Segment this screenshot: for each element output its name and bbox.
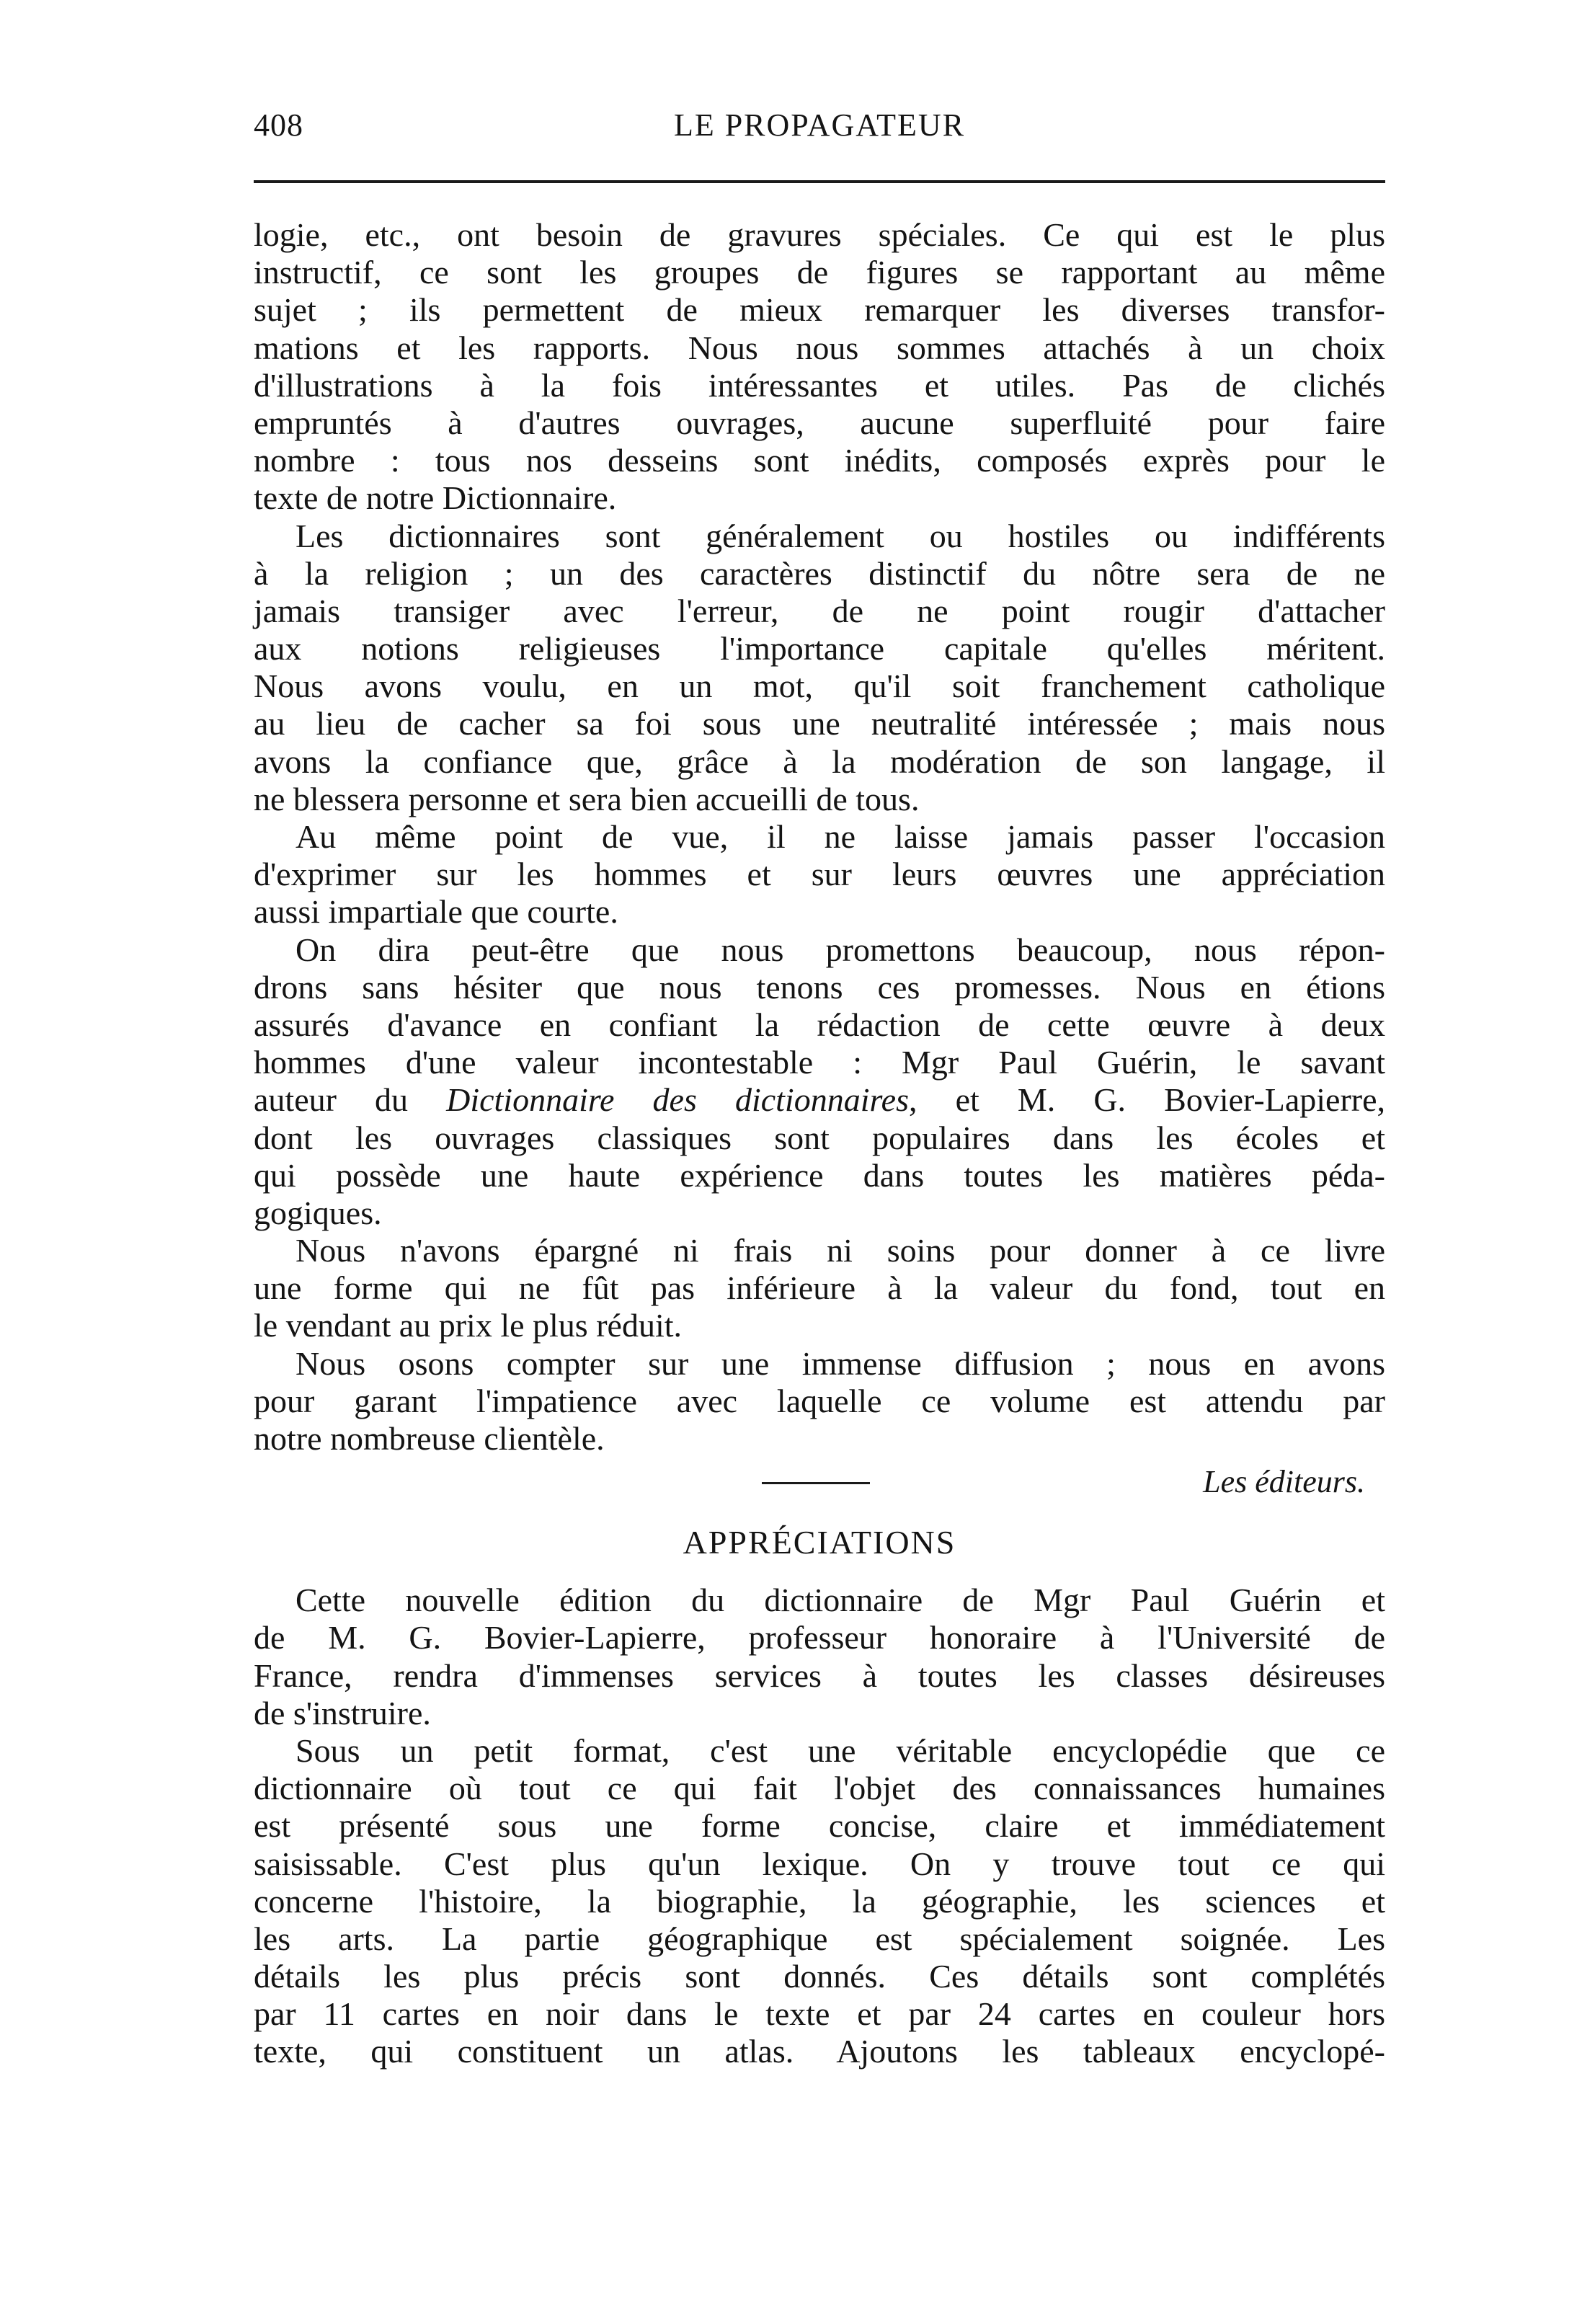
text-line: est présenté sous une forme concise, claire et immédiatement — [254, 1807, 1385, 1845]
text-line: une forme qui ne fût pas inférieure à la valeur du fond, tout en — [254, 1269, 1385, 1307]
signature: Les éditeurs. — [1203, 1464, 1365, 1500]
text-line: gogiques. — [254, 1194, 382, 1231]
text-line: Cette nouvelle édition du dictionnaire de Mgr Paul Guérin et — [295, 1582, 1385, 1619]
text-line: concerne l'histoire, la biographie, la géographie, les sciences et — [254, 1882, 1385, 1920]
text-line: sujet ; ils permettent de mieux remarquer les diverses transfor- — [254, 291, 1385, 329]
text-line: Nous n'avons épargné ni frais ni soins pour donner à ce livre — [295, 1232, 1385, 1269]
text-line: qui possède une haute expérience dans toutes les matières péda- — [254, 1156, 1385, 1194]
text-line: France, rendra d'immenses services à toutes les classes désireuses — [254, 1656, 1385, 1694]
text-line: jamais transiger avec l'erreur, de ne point rougir d'attacher — [254, 592, 1385, 629]
text-line: dictionnaire où tout ce qui fait l'objet des connaissances humaines — [254, 1770, 1385, 1807]
text-line: à la religion ; un des caractères distinctif du nôtre sera de ne — [254, 554, 1385, 592]
text-line: Nous avons voulu, en un mot, qu'il soit franchement catholique — [254, 668, 1385, 705]
section-heading: APPRÉCIATIONS — [683, 1524, 956, 1561]
text-line: drons sans hésiter que nous tenons ces promesses. Nous en étions — [254, 968, 1385, 1006]
text-line-with-title — [254, 1081, 1385, 1119]
text-line: nombre : tous nos desseins sont inédits, composés exprès pour le — [254, 442, 1385, 479]
text-line: texte de notre Dictionnaire. — [254, 479, 617, 517]
text-line: pour garant l'impatience avec laquelle ce volume est attendu par — [254, 1382, 1385, 1419]
text-line: logie, etc., ont besoin de gravures spéciales. Ce qui est le plus — [254, 216, 1385, 253]
running-head — [254, 101, 1385, 151]
separator-dash — [762, 1482, 870, 1484]
journal-title: LE PROPAGATEUR — [673, 107, 966, 143]
text-line: saisissable. C'est plus qu'un lexique. On y trouve tout ce qui — [254, 1845, 1385, 1882]
page-number: 408 — [254, 107, 303, 143]
text-line: par 11 cartes en noir dans le texte et par 24 cartes en couleur hors — [254, 1995, 1385, 2033]
text-line: notre nombreuse clientèle. — [254, 1420, 605, 1457]
text-line: instructif, ce sont les groupes de figures se rapportant au même — [254, 254, 1385, 291]
page — [254, 101, 1385, 2070]
text-line: Nous osons compter sur une immense diffusion ; nous en avons — [295, 1344, 1385, 1382]
text-fragment: , et M. G. Bovier-Lapierre, — [909, 1081, 1385, 1119]
text-line: avons la confiance que, grâce à la modération de son langage, il — [254, 742, 1385, 780]
body-text — [254, 216, 1385, 2071]
book-title: Dictionnaire des dictionnaires — [446, 1081, 909, 1119]
text-line: Au même point de vue, il ne laisse jamais passer l'occasion — [295, 818, 1385, 855]
text-line: empruntés à d'autres ouvrages, aucune superfluité pour faire — [254, 404, 1385, 441]
text-line: texte, qui constituent un atlas. Ajoutons les tableaux encyclopé- — [254, 2033, 1385, 2070]
text-line: au lieu de cacher sa foi sous une neutralité intéressée ; mais nous — [254, 705, 1385, 742]
text-line: le vendant au prix le plus réduit. — [254, 1307, 683, 1344]
text-line: ne blessera personne et sera bien accueilli de tous. — [254, 780, 920, 817]
header-rule — [254, 180, 1385, 183]
text-line: assurés d'avance en confiant la rédaction de cette œuvre à deux — [254, 1006, 1385, 1043]
text-line: d'exprimer sur les hommes et sur leurs œuvres une appréciation — [254, 856, 1385, 893]
text-line: aussi impartiale que courte. — [254, 893, 618, 931]
text-line: hommes d'une valeur incontestable : Mgr Paul Guérin, le savant — [254, 1044, 1385, 1081]
text-line: dont les ouvrages classiques sont populaires dans les écoles et — [254, 1119, 1385, 1156]
text-line: Sous un petit format, c'est une véritable encyclopédie que ce — [295, 1731, 1385, 1769]
text-fragment: auteur du — [254, 1081, 409, 1119]
text-line: aux notions religieuses l'importance capitale qu'elles méritent. — [254, 630, 1385, 668]
text-line: de M. G. Bovier-Lapierre, professeur honoraire à l'Université de — [254, 1619, 1385, 1656]
text-line: les arts. La partie géographique est spécialement soignée. Les — [254, 1920, 1385, 1957]
text-line: On dira peut-être que nous promettons beaucoup, nous répon- — [295, 931, 1385, 968]
text-line: détails les plus précis sont donnés. Ces détails sont complétés — [254, 1958, 1385, 1995]
text-line: d'illustrations à la fois intéressantes et utiles. Pas de clichés — [254, 366, 1385, 404]
signature-row — [254, 1458, 1385, 1509]
text-line: de s'instruire. — [254, 1694, 431, 1731]
text-line: mations et les rapports. Nous nous sommes attachés à un choix — [254, 329, 1385, 366]
text-line: Les dictionnaires sont généralement ou hostiles ou indifférents — [295, 517, 1385, 554]
